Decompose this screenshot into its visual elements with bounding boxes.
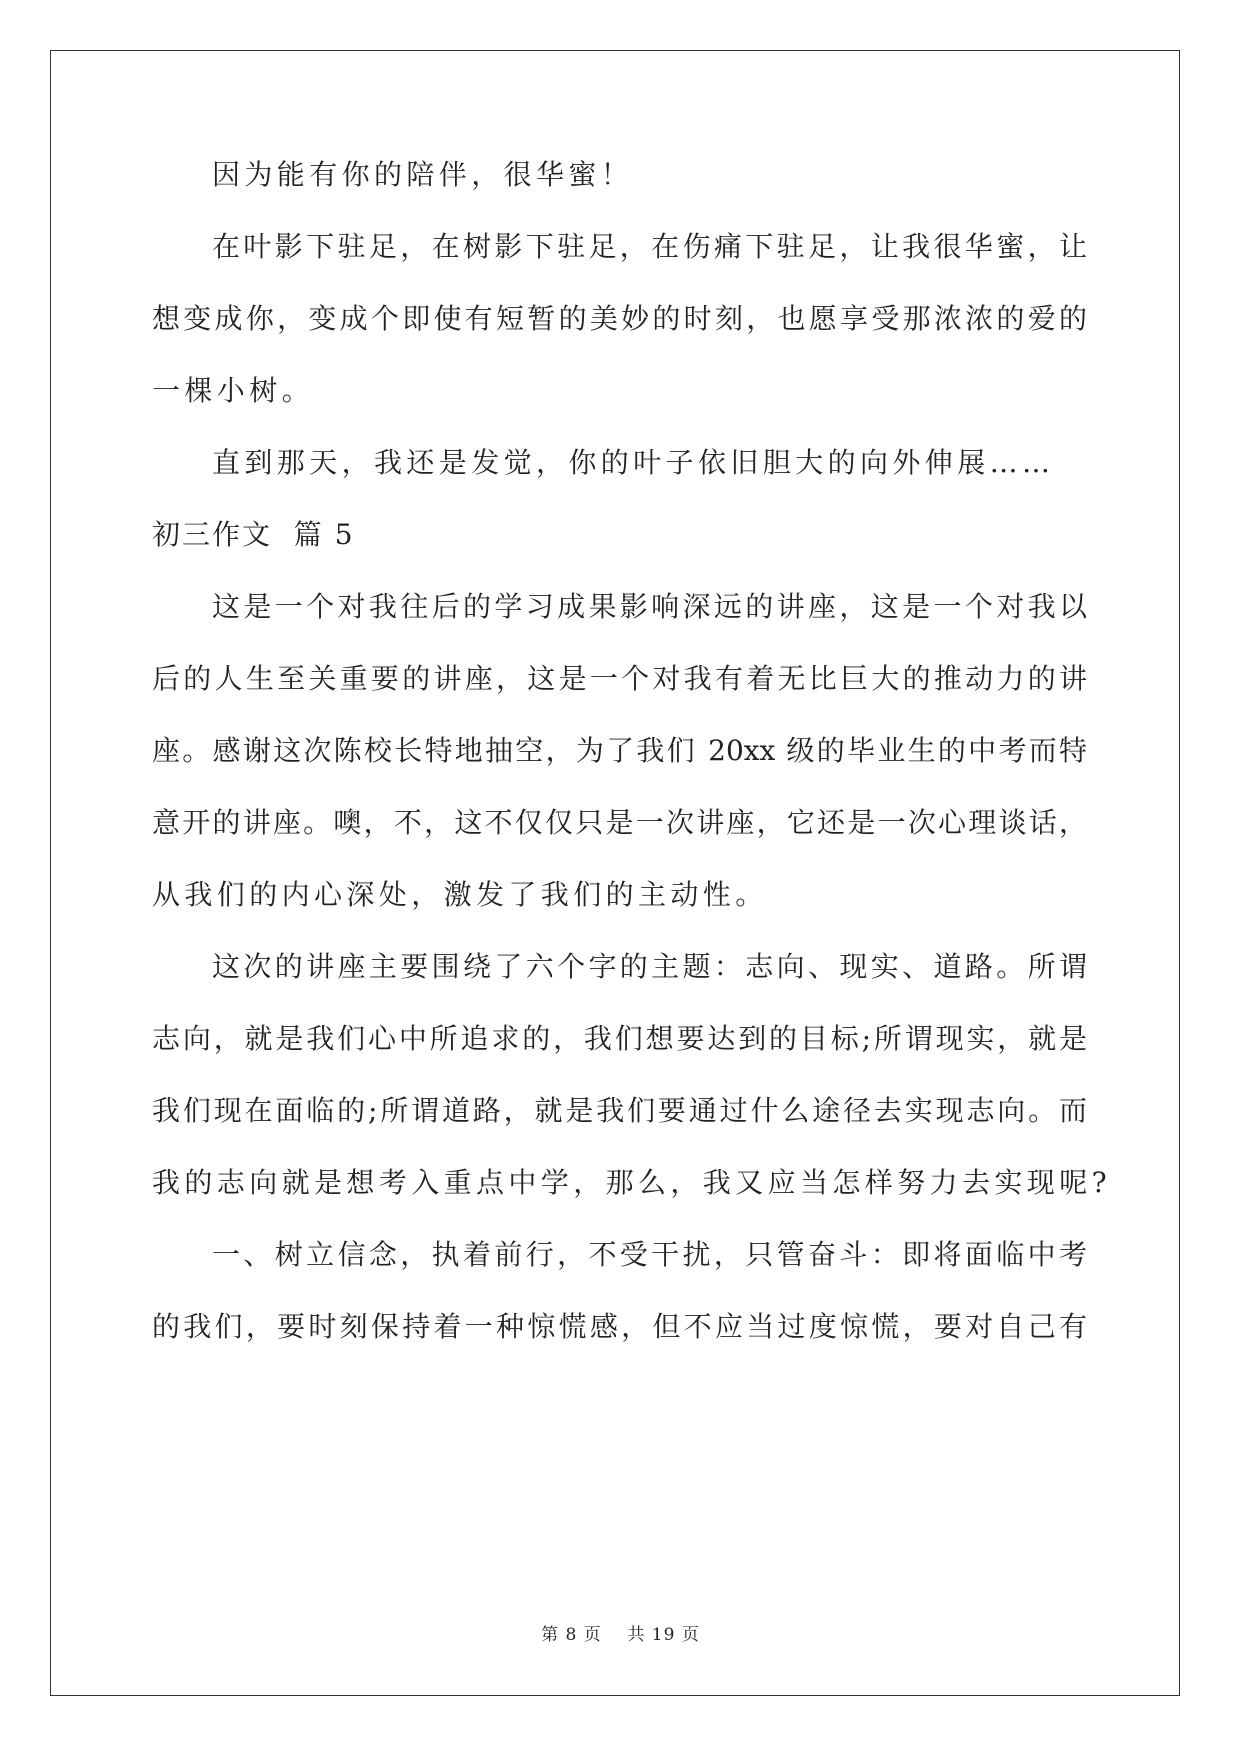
section-heading: 初三作文 篇 5 bbox=[152, 518, 355, 551]
text-line: 直到那天，我还是发觉，你的叶子依旧胆大的向外伸展…… bbox=[212, 446, 1055, 479]
page-number-footer: 第 8 页 共 19 页 bbox=[541, 1625, 700, 1645]
text-line: 意开的讲座。噢，不，这不仅仅只是一次讲座，它还是一次心理谈话， bbox=[152, 806, 1087, 839]
text-line: 后的人生至关重要的讲座，这是一个对我有着无比巨大的推动力的讲 bbox=[152, 662, 1087, 695]
text-line: 座。感谢这次陈校长特地抽空，为了我们 20xx 级的毕业生的中考而特 bbox=[152, 734, 1087, 767]
text-line: 从我们的内心深处，激发了我们的主动性。 bbox=[152, 878, 768, 911]
text-line: 一、树立信念，执着前行，不受干扰，只管奋斗：即将面临中考 bbox=[212, 1238, 1087, 1271]
text-line: 因为能有你的陪伴，很华蜜！ bbox=[212, 158, 634, 191]
text-line: 这次的讲座主要围绕了六个字的主题：志向、现实、道路。所谓 bbox=[212, 950, 1087, 983]
text-line: 一棵小树。 bbox=[152, 374, 315, 407]
text-line: 我的志向就是想考入重点中学，那么，我又应当怎样努力去实现呢? bbox=[152, 1166, 1112, 1199]
text-line: 志向，就是我们心中所追求的，我们想要达到的目标;所谓现实，就是 bbox=[152, 1022, 1087, 1055]
text-line: 的我们，要时刻保持着一种惊慌感，但不应当过度惊慌，要对自己有 bbox=[152, 1310, 1087, 1343]
text-line: 想变成你，变成个即使有短暂的美妙的时刻，也愿享受那浓浓的爱的 bbox=[152, 302, 1087, 335]
text-line: 在叶影下驻足，在树影下驻足，在伤痛下驻足，让我很华蜜，让 bbox=[212, 230, 1087, 263]
text-line: 我们现在面临的;所谓道路，就是我们要通过什么途径去实现志向。而 bbox=[152, 1094, 1087, 1127]
text-line: 这是一个对我往后的学习成果影响深远的讲座，这是一个对我以 bbox=[212, 590, 1087, 623]
